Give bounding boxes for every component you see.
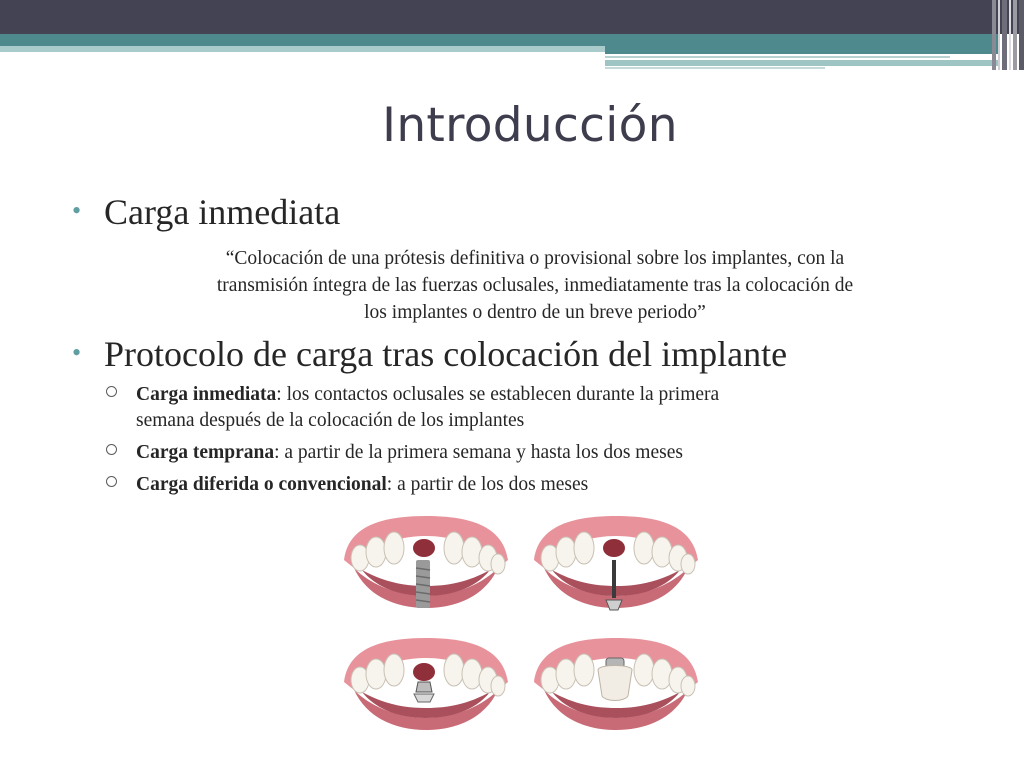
implant-healing-cap-icon bbox=[338, 630, 513, 746]
sub-item bbox=[106, 472, 966, 498]
quote-line: transmisión íntegra de las fuerzas oclusales, inmediatamente tras la colocación de bbox=[216, 275, 854, 296]
header-thin-line bbox=[605, 56, 950, 58]
header-vertical-stripes bbox=[992, 0, 1024, 70]
bullet-label: Carga inmediata bbox=[104, 192, 341, 232]
header-stripe-right bbox=[605, 46, 1000, 54]
dental-illustration-grid bbox=[338, 508, 702, 746]
implant-screw-icon bbox=[338, 508, 513, 626]
sub-term: Carga inmediata bbox=[136, 384, 277, 405]
header-stripe-light bbox=[0, 46, 605, 52]
sub-text: : a partir de los dos meses bbox=[386, 474, 589, 495]
bullet-dot-icon: • bbox=[72, 196, 82, 225]
bullet-item bbox=[72, 332, 787, 376]
sub-text: : a partir de la primera semana y hasta los dos meses bbox=[274, 442, 683, 463]
bullet-item bbox=[72, 190, 340, 234]
definition-quote bbox=[120, 245, 950, 326]
circle-bullet-icon bbox=[106, 386, 117, 397]
header-bar bbox=[0, 0, 1024, 34]
bullet-label: Protocolo de carga tras colocación del implante bbox=[104, 334, 788, 374]
sub-text: semana después de la colocación de los implantes bbox=[136, 410, 525, 431]
header-thin-line bbox=[605, 67, 825, 69]
quote-line: los implantes o dentro de un breve periodo” bbox=[364, 302, 706, 323]
sub-list bbox=[106, 382, 966, 498]
sub-term: Carga temprana bbox=[136, 442, 275, 463]
implant-crown-icon bbox=[528, 630, 703, 746]
bullet-dot-icon: • bbox=[72, 338, 82, 367]
header-thin-line bbox=[605, 60, 1000, 66]
sub-item bbox=[106, 382, 966, 434]
header-stripe bbox=[0, 34, 1000, 46]
sub-term: Carga diferida o convencional bbox=[136, 474, 387, 495]
circle-bullet-icon bbox=[106, 476, 117, 487]
slide-title: Introducción bbox=[382, 98, 678, 153]
circle-bullet-icon bbox=[106, 444, 117, 455]
sub-text: : los contactos oclusales se establecen durante la primera bbox=[276, 384, 720, 405]
sub-item bbox=[106, 440, 966, 466]
implant-abutment-icon bbox=[528, 508, 703, 626]
quote-line: “Colocación de una prótesis definitiva o provisional sobre los implantes, con la bbox=[225, 248, 845, 269]
